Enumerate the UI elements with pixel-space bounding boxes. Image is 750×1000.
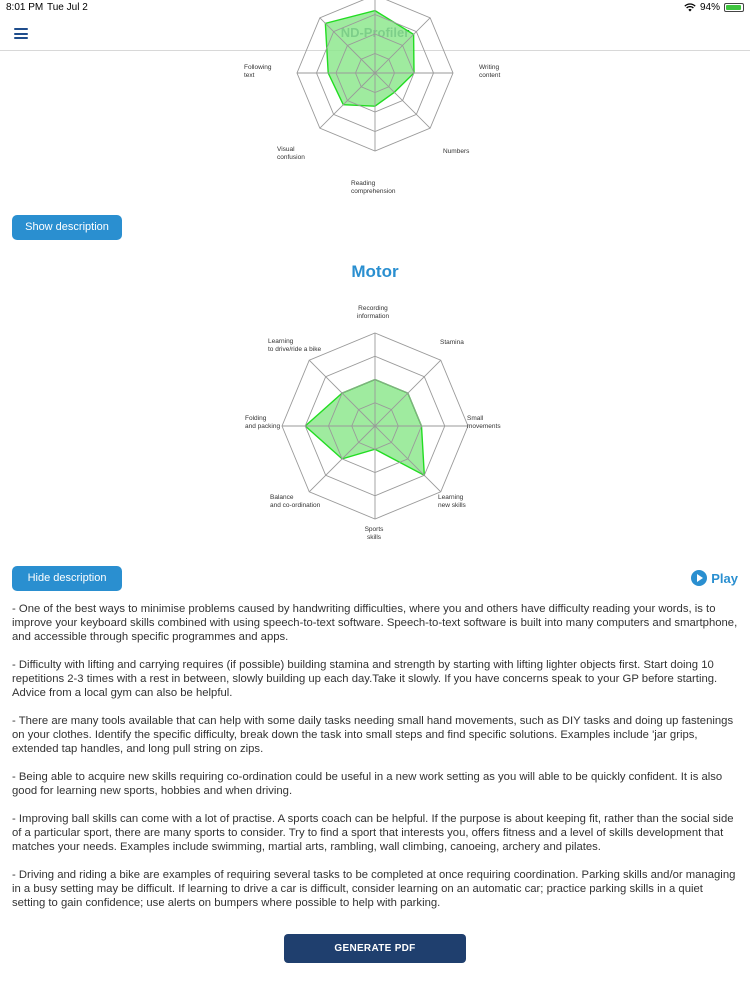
play-label: Play — [711, 570, 738, 586]
hide-description-button[interactable]: Hide description — [12, 566, 122, 591]
status-right — [684, 2, 744, 13]
motor-axis-label: Recording information — [356, 305, 390, 320]
play-button[interactable] — [691, 570, 738, 586]
battery-percent: 94% — [699, 2, 720, 13]
description-paragraph: - Driving and riding a bike are examples of requiring several tasks to be completed at once requiring coordination. Parking skills and/or managing in a busy setting may be difficult. If learning to drive a car is difficult, consider learning on an automatic car; practice parking skills in a quiet setting to gain confidence; use alerts on bumpers where possible to help with parking. — [12, 869, 736, 909]
status-date: Tue Jul 2 — [47, 2, 88, 13]
battery-icon — [724, 3, 744, 12]
top-axis-label: Writing content — [479, 64, 501, 79]
top-axis-label: Visual confusion — [277, 146, 305, 161]
generate-pdf-button[interactable]: GENERATE PDF — [284, 934, 466, 963]
motor-axis-label: Folding and packing — [245, 415, 281, 430]
motor-axis-label: Learning to drive/ride a bike — [268, 338, 322, 353]
motor-axis-label: Balance and co-ordination — [270, 494, 321, 509]
wifi-icon — [684, 3, 696, 12]
radar-area — [305, 380, 424, 476]
motor-radar-svg — [240, 301, 510, 551]
description-paragraph: - Being able to acquire new skills requiring co-ordination could be useful in a new work setting as you will able to be quickly confident. It is also good for learning new sports, hobbies and when driving. — [12, 771, 723, 797]
description-paragraph: - There are many tools available that can help with some daily tasks needing small hand movements, such as DIY tasks and doing up fastenings on your clothes. Identify the specific difficulty, break down the task into small steps and find specific solutions. Examples include 'jar grips, extended tap handles, and long pull string on zips. — [12, 715, 734, 755]
description-paragraph: - Difficulty with lifting and carrying requires (if possible) building stamina and strength by starting with lifting lighter objects first. Start doing 10 repetitions 2-3 times with a rest in between, slowly building up each day.Take it slowly. If you have concerns speak to your GP before starting. Advice from a local gym can also be helpful. — [12, 659, 718, 699]
motor-radar-chart — [240, 301, 510, 551]
top-radar-svg — [240, 0, 510, 245]
top-axis-label: Following text — [244, 64, 272, 79]
motor-axis-label: Learning new skills — [438, 494, 466, 509]
description-paragraph: - One of the best ways to minimise problems caused by handwriting difficulties, where you and others have difficulty reading your words, is to improve your keyboard skills combined with using speech-to-text software. Speech-to-text software is built into many computers and smartphone, and accessible through specific programmes and apps. — [12, 603, 738, 643]
battery-level — [726, 5, 741, 10]
top-axis-label: Numbers — [443, 148, 470, 155]
motor-axis-label: Small movements — [467, 415, 501, 430]
description-text — [12, 602, 738, 924]
motor-title: Motor — [351, 262, 399, 281]
show-description-button[interactable]: Show description — [12, 215, 122, 240]
motor-axis-label: Sports skills — [364, 526, 384, 541]
top-radar-chart — [240, 0, 510, 245]
play-icon — [691, 570, 707, 586]
description-paragraph: - Improving ball skills can come with a lot of practise. A sports coach can be helpful. If the purpose is about keeping fit, rather than the social side of a particular sport, there are many sports to consider. Try to find a sport that interests you, offers fitness and a level of skills development that matches your needs. Examples include swimming, martial arts, rambling, wall climbing, canoeing, archery and pilates. — [12, 813, 734, 853]
top-axis-label: Reading comprehension — [351, 180, 396, 195]
motor-axis-label: Stamina — [440, 339, 464, 346]
status-time: 8:01 PM — [6, 2, 44, 13]
